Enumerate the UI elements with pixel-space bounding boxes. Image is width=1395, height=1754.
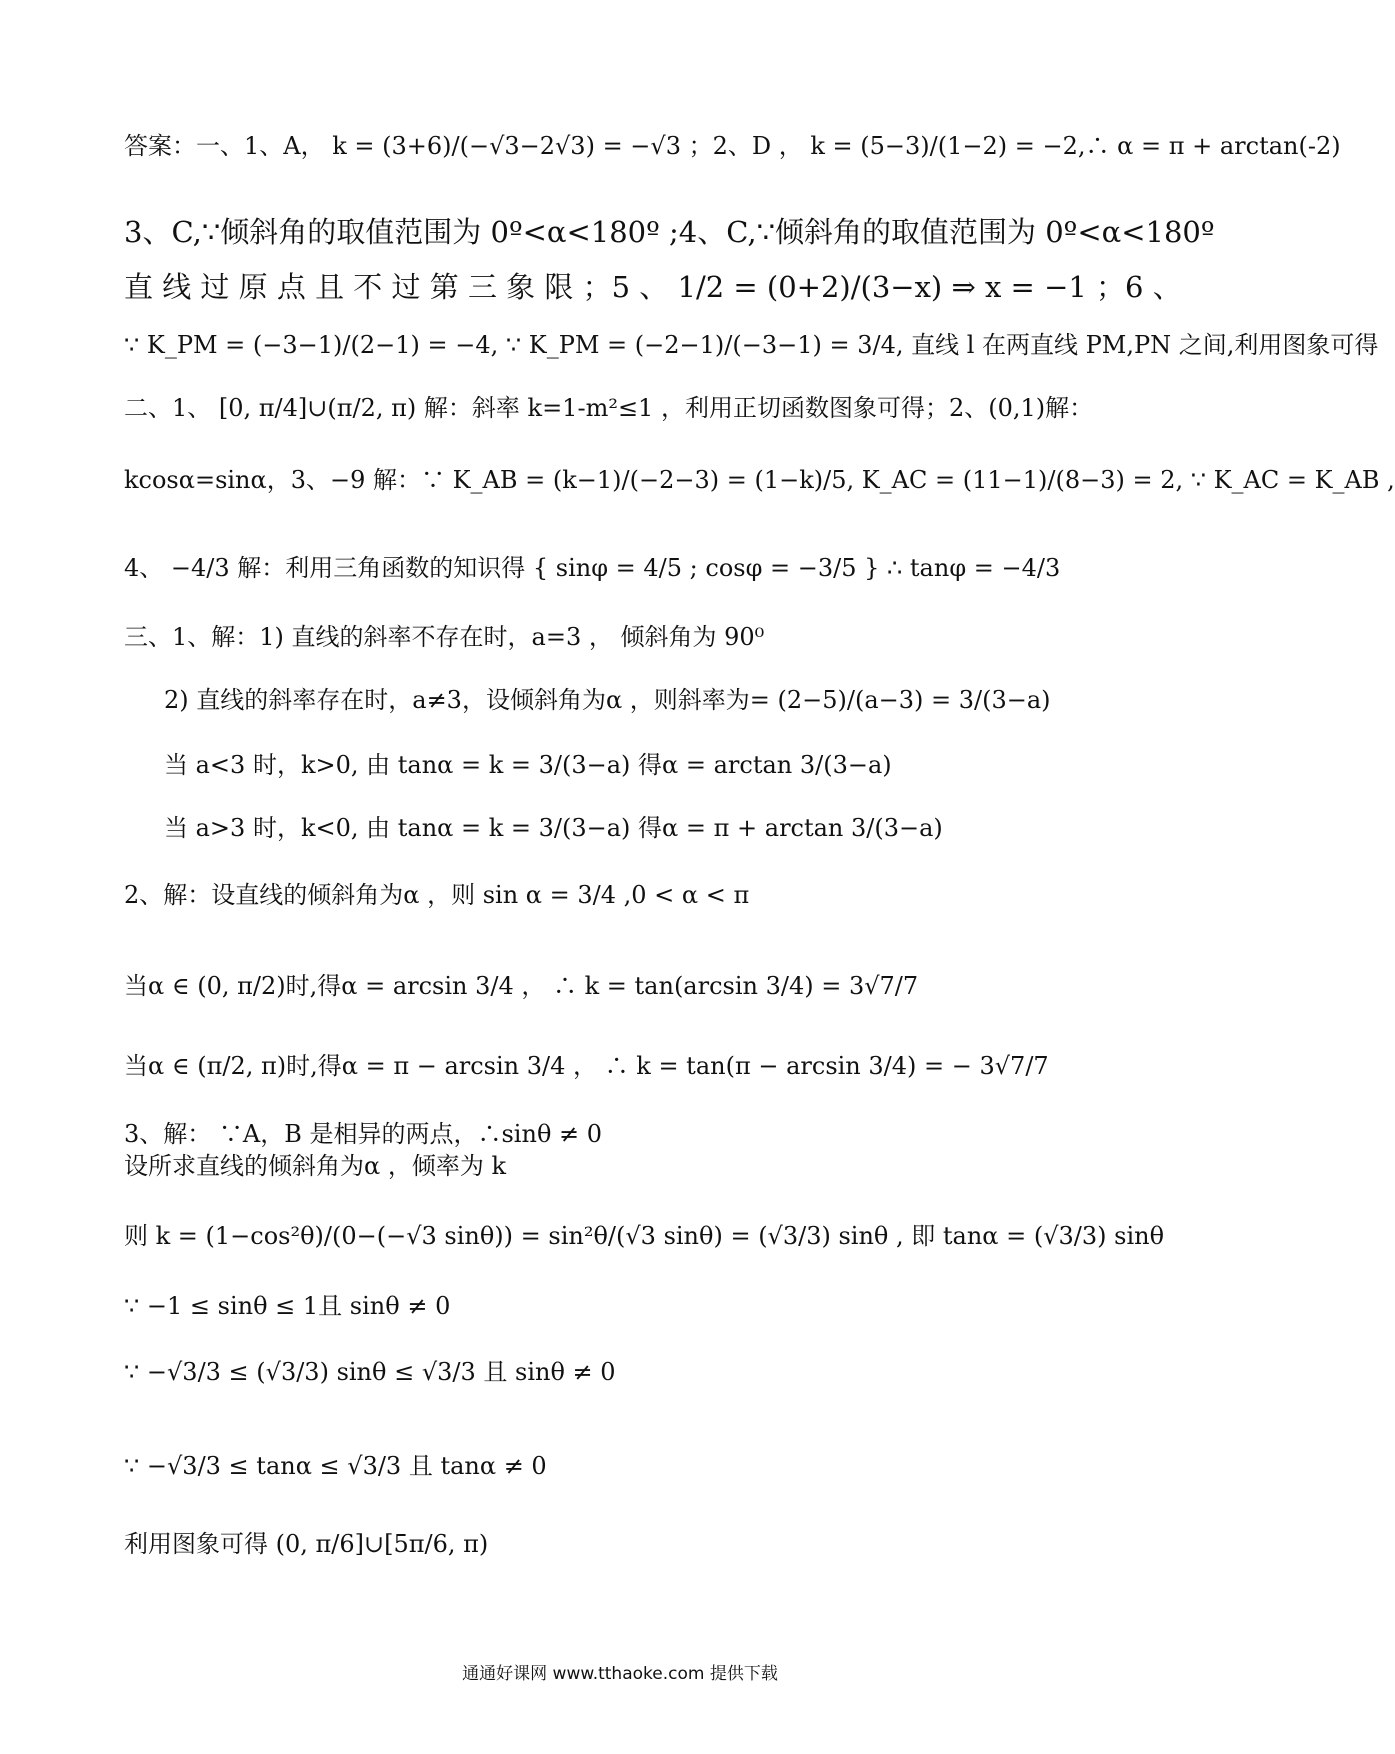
line-text: 2) 直线的斜率存在时，a≠3，设倾斜角为α ，则斜率为= (2−5)/(a−3) = 3/(3−a)	[164, 686, 1051, 714]
answer-line-6	[124, 460, 1395, 495]
line-text: 利用图象可得 (0, π/6]∪[5π/6, π)	[124, 1530, 489, 1558]
line-text-c: 6 、	[1125, 270, 1182, 304]
answer-line-9	[164, 680, 1150, 715]
line-text: ∵ K_PM = (−3−1)/(2−1) = −4, ∵ K_PM = (−2−1)/(−3−1) = 3/4, 直线 l 在两直线 PM,PN 之间,利用图象可得	[124, 331, 1379, 359]
answer-line-7	[124, 548, 1150, 583]
answer-line-10	[164, 745, 1150, 780]
line-text: 当 a<3 时，k>0, 由 tanα = k = 3/(3−a) 得α = arctan 3/(3−a)	[164, 751, 892, 779]
answer-line-20	[124, 1446, 1150, 1481]
line-text: kcosα=sinα，3、−9 解：∵ K_AB = (k−1)/(−2−3) = (1−k)/5, K_AC = (11−1)/(8−3) = 2, ∵ K_AC = K_AB ,	[124, 466, 1395, 494]
line-text: 则 k = (1−cos²θ)/(0−(−√3 sinθ)) = sin²θ/(√3 sinθ) = (√3/3) sinθ , 即 tanα = (√3/3) sinθ	[124, 1222, 1165, 1250]
answer-line-2	[124, 210, 1215, 251]
line-text: 当α ∈ (π/2, π)时,得α = π − arcsin 3/4 ， ∴ k = tan(π − arcsin 3/4) = − 3√7/7	[124, 1052, 1049, 1080]
line-text: 3、C,∵倾斜角的取值范围为 0º<α<180º ;4、C,∵倾斜角的取值范围为 0º<α<180º	[124, 215, 1215, 249]
answer-line-15	[124, 1114, 1150, 1149]
line-text: 当 a>3 时，k<0, 由 tanα = k = 3/(3−a) 得α = π + arctan 3/(3−a)	[164, 814, 943, 842]
answer-line-19	[124, 1352, 1150, 1387]
answer-line-3	[124, 265, 1182, 306]
line-text: 三、1、解：1) 直线的斜率不存在时，a=3 ， 倾斜角为 90⁰	[124, 623, 765, 651]
line-text: ∵ −1 ≤ sinθ ≤ 1且 sinθ ≠ 0	[124, 1292, 451, 1320]
page-footer: 通通好课网 www.tthaoke.com 提供下载	[462, 1664, 778, 1684]
answer-line-21	[124, 1524, 1150, 1559]
answer-line-18	[124, 1286, 1150, 1321]
answer-line-12	[124, 875, 1150, 910]
line-text-a: 直 线 过 原 点 且 不 过 第 三 象 限 ；	[124, 270, 612, 304]
line-text-b: 5 、 1/2 = (0+2)/(3−x) ⇒ x = −1 ；	[611, 270, 1126, 304]
answer-line-5	[124, 388, 1150, 423]
line-text: ∵ −√3/3 ≤ (√3/3) sinθ ≤ √3/3 且 sinθ ≠ 0	[124, 1358, 616, 1386]
line-text: 二、1、 [0, π/4]∪(π/2, π) 解：斜率 k=1-m²≤1 ，利用正切函数图象可得；2、(0,1)解：	[124, 394, 1094, 422]
line-text: 3、解： ∵A，B 是相异的两点，∴sinθ ≠ 0	[124, 1120, 603, 1148]
line-text: 4、 −4/3 解：利用三角函数的知识得 { sinφ = 4/5 ; cosφ = −3/5 } ∴ tanφ = −4/3	[124, 554, 1061, 582]
line-text: 2、解：设直线的倾斜角为α ，则 sin α = 3/4 ,0 < α < π	[124, 881, 750, 909]
answer-line-8	[124, 617, 1150, 652]
answer-line-16	[124, 1146, 1150, 1181]
answer-line-4	[124, 325, 1379, 360]
line-text: ∵ −√3/3 ≤ tanα ≤ √3/3 且 tanα ≠ 0	[124, 1452, 547, 1480]
line-text: 答案：一、1、A， k = (3+6)/(−√3−2√3) = −√3 ；2、D ， k = (5−3)/(1−2) = −2,∴ α = π + arctan(-2)	[124, 132, 1341, 160]
line-text: 当α ∈ (0, π/2)时,得α = arcsin 3/4 ， ∴ k = tan(arcsin 3/4) = 3√7/7	[124, 972, 919, 1000]
answer-line-1	[124, 126, 1341, 161]
answer-line-14	[124, 1046, 1150, 1081]
line-text: 设所求直线的倾斜角为α ，倾率为 k	[124, 1152, 507, 1180]
answer-line-13	[124, 966, 1150, 1001]
answer-line-17	[124, 1216, 1165, 1251]
answer-line-11	[164, 808, 1150, 843]
